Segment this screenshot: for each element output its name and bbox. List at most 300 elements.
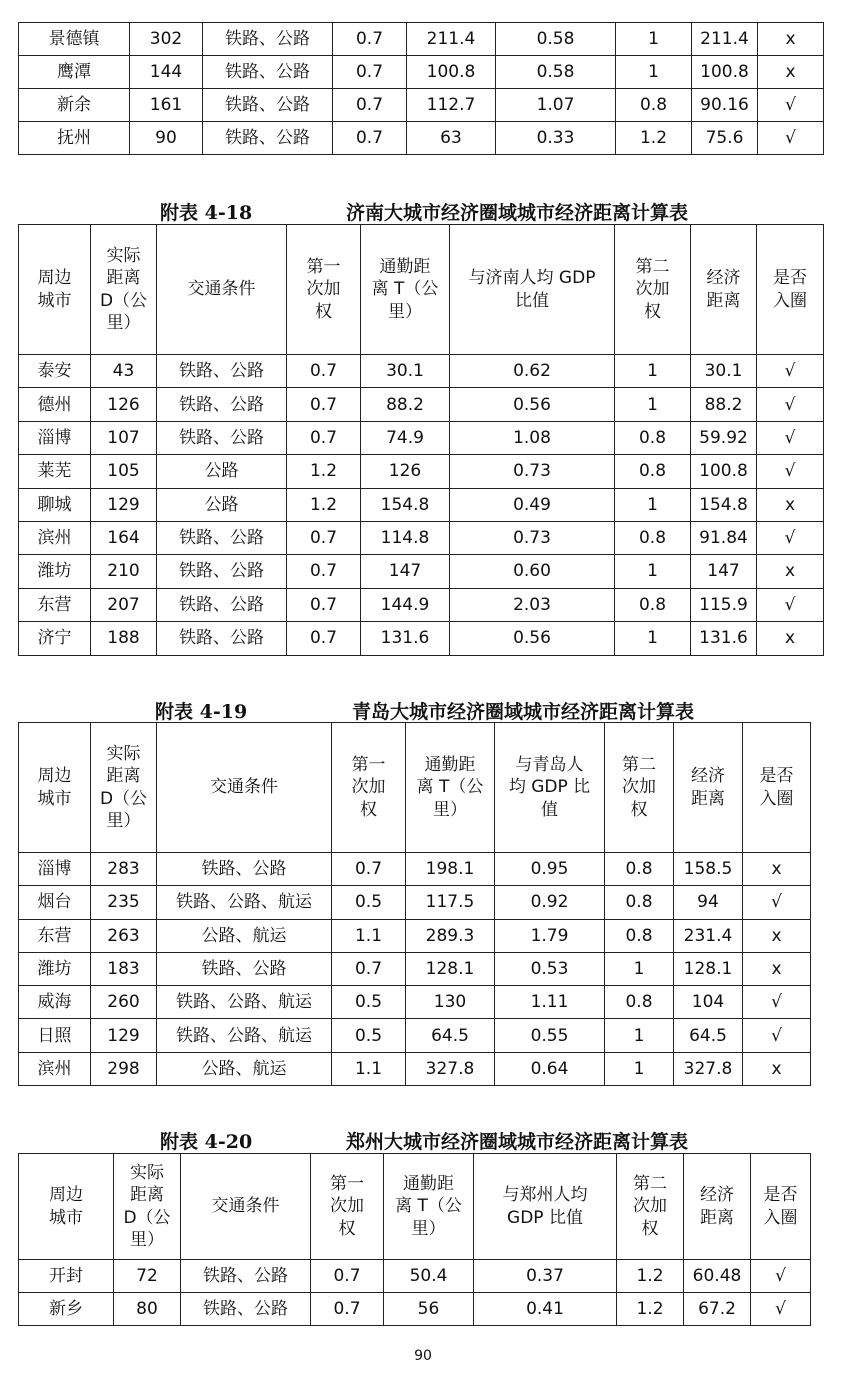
table-cell: 126 [91, 388, 157, 421]
table-cell: 铁路、公路 [157, 853, 332, 886]
table-cell: 铁路、公路 [203, 89, 333, 122]
table-cell: 1 [605, 1052, 674, 1085]
table-cell: 日照 [19, 1019, 91, 1052]
table-cell: 滨州 [19, 1052, 91, 1085]
table-cell: 0.8 [605, 886, 674, 919]
table-4-19 [18, 722, 811, 1086]
table-cell: √ [758, 122, 824, 155]
table-cell: 1 [615, 555, 691, 588]
header-line: 与郑州人均 [502, 1185, 588, 1206]
header-line: 权 [360, 799, 377, 820]
table-cell: √ [757, 588, 824, 621]
table-cell: 0.41 [474, 1293, 617, 1326]
table-row [19, 1019, 811, 1052]
table-cell: 112.7 [407, 89, 496, 122]
table-row [19, 1052, 811, 1085]
header-line: 第一 [306, 257, 341, 278]
table-cell: 1.1 [332, 919, 406, 952]
table-cell: 1.2 [617, 1293, 684, 1326]
table-cell: 88.2 [361, 388, 450, 421]
table-cell: 德州 [19, 388, 91, 421]
table-cell: x [743, 952, 811, 985]
table-cell: 327.8 [674, 1052, 743, 1085]
table-cell: 0.5 [332, 886, 406, 919]
table-cell: 130 [406, 986, 495, 1019]
table-cell: 铁路、公路 [157, 355, 287, 388]
table-cell: √ [757, 455, 824, 488]
header-line: 交通条件 [187, 279, 256, 300]
table-cell: 128.1 [406, 952, 495, 985]
column-header [311, 1154, 384, 1260]
table-row [19, 89, 824, 122]
table-cell: 115.9 [691, 588, 757, 621]
table-cell: 0.8 [615, 455, 691, 488]
header-line: 离 T（公 [416, 777, 484, 798]
table-cell: 1 [615, 388, 691, 421]
table-cell: 公路、航运 [157, 1052, 332, 1085]
table-cell: 抚州 [19, 122, 130, 155]
table-cell: 1 [616, 23, 692, 56]
table-cell: 211.4 [692, 23, 758, 56]
header-line: 距离 [691, 788, 725, 809]
column-header [157, 225, 287, 355]
table-cell: 231.4 [674, 919, 743, 952]
table-cell: 铁路、公路 [157, 388, 287, 421]
table-cell: 211.4 [407, 23, 496, 56]
table-cell: 1.07 [496, 89, 616, 122]
table-cell: 80 [114, 1293, 181, 1326]
table-row [19, 622, 824, 655]
table-cell: 0.7 [332, 853, 406, 886]
header-line: 城市 [49, 1207, 83, 1228]
header-line: 次加 [622, 777, 656, 798]
table-cell: 0.7 [333, 89, 407, 122]
table-cell: 30.1 [361, 355, 450, 388]
header-line: 是否 [773, 268, 807, 289]
column-header [674, 723, 743, 853]
table-cell: 1.79 [495, 919, 605, 952]
table-cell: 0.7 [333, 122, 407, 155]
table-cell: x [757, 488, 824, 521]
table-cell: 铁路、公路 [181, 1260, 311, 1293]
table-cell: 0.7 [287, 622, 361, 655]
header-line: D（公 [123, 1207, 171, 1228]
table-cell: x [758, 23, 824, 56]
column-header [91, 723, 157, 853]
header-line: 权 [641, 1218, 659, 1239]
column-header [287, 225, 361, 355]
table-row [19, 1260, 811, 1293]
column-header [19, 225, 91, 355]
table-cell: 0.64 [495, 1052, 605, 1085]
header-line: 距离 [706, 290, 741, 311]
header-row [19, 723, 811, 853]
header-line: 实际 [106, 246, 141, 267]
table-row [19, 23, 824, 56]
table-4-20 [18, 1153, 811, 1326]
table-cell: 0.8 [616, 89, 692, 122]
table-row [19, 521, 824, 554]
table-cell: 1 [605, 952, 674, 985]
header-line: 权 [644, 301, 661, 322]
table-cell: √ [751, 1260, 811, 1293]
table-cell: 0.62 [450, 355, 615, 388]
table-cell: 铁路、公路 [203, 56, 333, 89]
header-line: 次加 [633, 1196, 667, 1217]
table-row [19, 919, 811, 952]
table-cell: 183 [91, 952, 157, 985]
table-cell: 新余 [19, 89, 130, 122]
header-line: 是否 [759, 766, 794, 787]
header-line: 均 GDP 比 [508, 777, 591, 798]
column-header [181, 1154, 311, 1260]
table-cell: √ [743, 1019, 811, 1052]
header-line: 周边 [49, 1185, 83, 1206]
header-line: 离 T（公 [395, 1196, 462, 1217]
header-line: 交通条件 [211, 1196, 280, 1217]
column-header [361, 225, 450, 355]
table-cell: 131.6 [691, 622, 757, 655]
column-header [91, 225, 157, 355]
table-cell: 0.55 [495, 1019, 605, 1052]
column-header [114, 1154, 181, 1260]
table-cell: 0.73 [450, 521, 615, 554]
table-cell: x [743, 853, 811, 886]
table-cell: 0.49 [450, 488, 615, 521]
table-cell: 147 [691, 555, 757, 588]
table-cell: 129 [91, 488, 157, 521]
header-line: 城市 [37, 290, 72, 311]
table-cell: √ [757, 521, 824, 554]
header-line: 实际 [106, 744, 141, 765]
table-cell: √ [743, 886, 811, 919]
table-cell: 104 [674, 986, 743, 1019]
column-header [406, 723, 495, 853]
table-cell: 60.48 [684, 1260, 751, 1293]
table-cell: x [757, 555, 824, 588]
column-header [617, 1154, 684, 1260]
header-line: 权 [630, 799, 648, 820]
table-cell: √ [757, 355, 824, 388]
table-cell: 164 [91, 521, 157, 554]
table-cell: 潍坊 [19, 952, 91, 985]
table-cell: 0.7 [287, 521, 361, 554]
table-cell: 210 [91, 555, 157, 588]
table-cell: 327.8 [406, 1052, 495, 1085]
table-cell: 东营 [19, 588, 91, 621]
table-cell: 126 [361, 455, 450, 488]
table-row [19, 355, 824, 388]
table-cell: 188 [91, 622, 157, 655]
table-cell: 198.1 [406, 853, 495, 886]
table-cell: √ [757, 388, 824, 421]
table-cell: 0.7 [332, 952, 406, 985]
table-cell: 1 [615, 355, 691, 388]
header-line: 通勤距 [424, 755, 476, 776]
table-cell: x [743, 1052, 811, 1085]
column-header [495, 723, 605, 853]
table-cell: 0.7 [287, 555, 361, 588]
table-cell: 滨州 [19, 521, 91, 554]
column-header [332, 723, 406, 853]
header-line: D（公 [99, 788, 148, 809]
header-line: GDP 比值 [507, 1207, 583, 1228]
table-cell: 公路、航运 [157, 919, 332, 952]
table-cell: 0.73 [450, 455, 615, 488]
table-cell: 75.6 [692, 122, 758, 155]
table-cell: 0.5 [332, 986, 406, 1019]
table-cell: 289.3 [406, 919, 495, 952]
column-header [615, 225, 691, 355]
header-line: 第一 [330, 1174, 364, 1195]
table-cell: 1 [605, 1019, 674, 1052]
header-line: 距离 [700, 1207, 734, 1228]
table-cell: 公路 [157, 455, 287, 488]
table-cell: 72 [114, 1260, 181, 1293]
table-cell: 263 [91, 919, 157, 952]
header-line: 里） [433, 799, 467, 820]
table-cell: 0.60 [450, 555, 615, 588]
table-cell: 0.7 [311, 1260, 384, 1293]
header-line: 通勤距 [403, 1174, 454, 1195]
table-cell: 158.5 [674, 853, 743, 886]
table-row [19, 122, 824, 155]
table-cell: 1.2 [287, 488, 361, 521]
table-cell: 铁路、公路 [181, 1293, 311, 1326]
table-cell: 1.2 [617, 1260, 684, 1293]
header-line: 里） [130, 1229, 164, 1250]
header-line: 是否 [763, 1185, 798, 1206]
table-cell: 1 [615, 488, 691, 521]
column-header [157, 723, 332, 853]
table-cell: 0.7 [333, 56, 407, 89]
header-line: 里） [411, 1218, 446, 1239]
header-line: 里） [106, 312, 141, 333]
table-cell: 0.58 [496, 56, 616, 89]
header-line: 第二 [635, 257, 670, 278]
header-line: 距离 [106, 766, 141, 787]
table-top-continuation [18, 22, 824, 155]
table-cell: 0.8 [605, 986, 674, 1019]
table-row [19, 853, 811, 886]
table-cell: 0.8 [605, 919, 674, 952]
table-cell: 161 [130, 89, 203, 122]
table-cell: 207 [91, 588, 157, 621]
table-cell: 30.1 [691, 355, 757, 388]
header-line: 经济 [706, 268, 741, 289]
table-cell: 0.8 [615, 421, 691, 454]
table-cell: √ [751, 1293, 811, 1326]
table-cell: 50.4 [384, 1260, 474, 1293]
table-row [19, 555, 824, 588]
table-cell: 莱芜 [19, 455, 91, 488]
table-cell: 0.8 [615, 521, 691, 554]
header-line: 入圈 [759, 788, 794, 809]
column-header [19, 1154, 114, 1260]
table-cell: 铁路、公路、航运 [157, 886, 332, 919]
column-header [684, 1154, 751, 1260]
table-row [19, 986, 811, 1019]
column-header [19, 723, 91, 853]
table-cell: 铁路、公路 [157, 555, 287, 588]
table-cell: 鹰潭 [19, 56, 130, 89]
table-cell: 1.08 [450, 421, 615, 454]
table-cell: x [758, 56, 824, 89]
header-line: 权 [338, 1218, 356, 1239]
table-row [19, 56, 824, 89]
table-cell: 59.92 [691, 421, 757, 454]
column-header [743, 723, 811, 853]
table-cell: 128.1 [674, 952, 743, 985]
header-line: 经济 [691, 766, 725, 787]
table-cell: 0.95 [495, 853, 605, 886]
header-line: 经济 [700, 1185, 734, 1206]
table-row [19, 952, 811, 985]
table-cell: 泰安 [19, 355, 91, 388]
table-cell: 公路 [157, 488, 287, 521]
table-cell: √ [757, 421, 824, 454]
header-line: 实际 [130, 1163, 164, 1184]
table-cell: 100.8 [692, 56, 758, 89]
header-line: 周边 [37, 766, 72, 787]
header-line: 周边 [37, 268, 72, 289]
header-row [19, 1154, 811, 1260]
table-cell: 235 [91, 886, 157, 919]
table-cell: 154.8 [691, 488, 757, 521]
table-cell: 1 [616, 56, 692, 89]
table-cell: 100.8 [407, 56, 496, 89]
table-row [19, 886, 811, 919]
column-header [474, 1154, 617, 1260]
header-line: 次加 [306, 279, 341, 300]
table-cell: x [757, 622, 824, 655]
table-cell: 威海 [19, 986, 91, 1019]
table-cell: x [743, 919, 811, 952]
table-row [19, 455, 824, 488]
table-cell: 烟台 [19, 886, 91, 919]
header-line: 次加 [330, 1196, 364, 1217]
table-cell: 淄博 [19, 421, 91, 454]
table-cell: 0.92 [495, 886, 605, 919]
table-cell: 114.8 [361, 521, 450, 554]
column-header [384, 1154, 474, 1260]
table-cell: 淄博 [19, 853, 91, 886]
table-4-18 [18, 224, 824, 656]
column-header [605, 723, 674, 853]
table-cell: 铁路、公路 [157, 622, 287, 655]
table-cell: 0.8 [615, 588, 691, 621]
table-cell: 铁路、公路 [157, 588, 287, 621]
table-cell: 0.7 [311, 1293, 384, 1326]
table-cell: 283 [91, 853, 157, 886]
table-cell: 117.5 [406, 886, 495, 919]
table-cell: 144.9 [361, 588, 450, 621]
table-cell: 144 [130, 56, 203, 89]
table-cell: √ [758, 89, 824, 122]
column-header [751, 1154, 811, 1260]
header-line: D（公 [99, 290, 148, 311]
table-cell: 0.7 [287, 421, 361, 454]
column-header [450, 225, 615, 355]
table-cell: 聊城 [19, 488, 91, 521]
table-row [19, 1293, 811, 1326]
table-cell: 1 [615, 622, 691, 655]
table-row [19, 488, 824, 521]
table-cell: 0.33 [496, 122, 616, 155]
table-cell: 298 [91, 1052, 157, 1085]
header-line: 通勤距 [379, 257, 431, 278]
table-cell: 43 [91, 355, 157, 388]
table-cell: 0.7 [287, 588, 361, 621]
header-line: 第二 [633, 1174, 667, 1195]
table-cell: 1.2 [287, 455, 361, 488]
table-cell: 2.03 [450, 588, 615, 621]
table-cell: 铁路、公路 [157, 952, 332, 985]
table-cell: √ [743, 986, 811, 1019]
table-row [19, 421, 824, 454]
table-cell: 100.8 [691, 455, 757, 488]
table-cell: 0.8 [605, 853, 674, 886]
table-cell: 105 [91, 455, 157, 488]
table-cell: 260 [91, 986, 157, 1019]
header-row [19, 225, 824, 355]
table-cell: 1.2 [616, 122, 692, 155]
table-cell: 铁路、公路 [203, 23, 333, 56]
table-cell: 91.84 [691, 521, 757, 554]
table-cell: 0.37 [474, 1260, 617, 1293]
table-cell: 铁路、公路、航运 [157, 1019, 332, 1052]
table-cell: 0.58 [496, 23, 616, 56]
header-line: 城市 [37, 788, 72, 809]
table-cell: 景德镇 [19, 23, 130, 56]
table-cell: 1.1 [332, 1052, 406, 1085]
table-number: 附表 4-20 [160, 1131, 253, 1153]
table-title: 郑州大城市经济圈域城市经济距离计算表 [346, 1131, 689, 1153]
table-cell: 铁路、公路、航运 [157, 986, 332, 1019]
table-cell: 74.9 [361, 421, 450, 454]
header-line: 里） [106, 810, 141, 831]
table-cell: 90 [130, 122, 203, 155]
header-line: 值 [541, 799, 558, 820]
table-cell: 67.2 [684, 1293, 751, 1326]
header-line: 入圈 [763, 1207, 798, 1228]
header-line: 与青岛人 [515, 755, 584, 776]
table-cell: 东营 [19, 919, 91, 952]
header-line: 第一 [351, 755, 386, 776]
table-cell: 154.8 [361, 488, 450, 521]
table-cell: 0.56 [450, 622, 615, 655]
header-line: 里） [388, 301, 422, 322]
table-cell: 63 [407, 122, 496, 155]
table-cell: 开封 [19, 1260, 114, 1293]
header-line: 入圈 [773, 290, 807, 311]
table-cell: 302 [130, 23, 203, 56]
table-cell: 64.5 [406, 1019, 495, 1052]
table-title: 青岛大城市经济圈域城市经济距离计算表 [352, 701, 695, 723]
column-header [691, 225, 757, 355]
header-line: 第二 [622, 755, 656, 776]
table-cell: 铁路、公路 [203, 122, 333, 155]
table-cell: 131.6 [361, 622, 450, 655]
header-line: 离 T（公 [371, 279, 439, 300]
header-line: 交通条件 [210, 777, 278, 798]
table-cell: 潍坊 [19, 555, 91, 588]
table-cell: 新乡 [19, 1293, 114, 1326]
table-cell: 64.5 [674, 1019, 743, 1052]
table-cell: 0.7 [287, 355, 361, 388]
table-cell: 94 [674, 886, 743, 919]
header-line: 与济南人均 GDP [468, 268, 596, 289]
